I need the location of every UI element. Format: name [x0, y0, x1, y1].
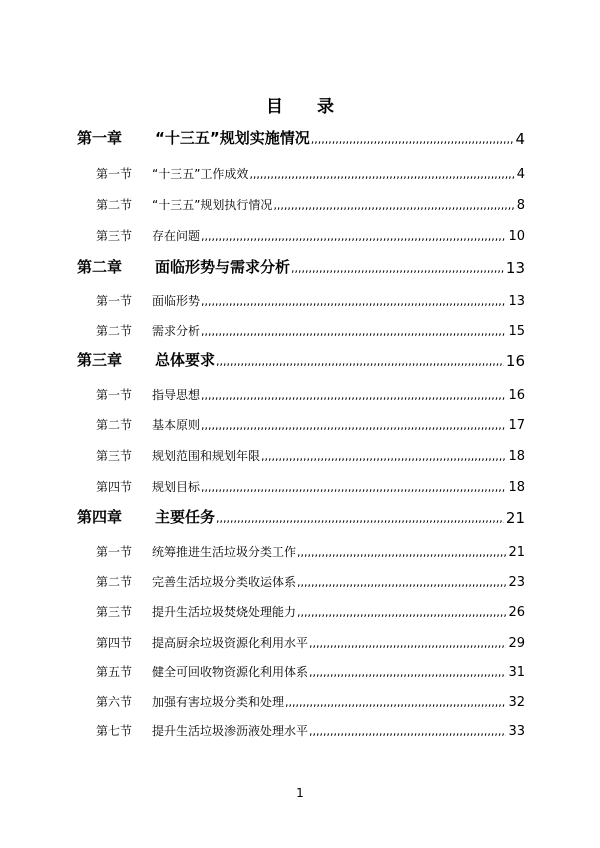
- toc-leader: [216, 353, 504, 370]
- toc-entry-title: 提高厨余垃圾资源化利用水平: [152, 636, 309, 650]
- toc-entry-label: [96, 573, 296, 590]
- toc-section-3-2[interactable]: [96, 409, 525, 433]
- toc-leader: [291, 260, 504, 277]
- toc-leader: [309, 666, 506, 680]
- toc-entry-title: 健全可回收物资源化利用体系: [152, 665, 309, 679]
- toc-leader: [285, 696, 506, 710]
- toc-entry-label: [96, 663, 308, 680]
- toc-entry-label: [96, 292, 200, 309]
- toc-entry-title: “十三五”规划执行情况: [152, 198, 273, 212]
- toc-page-number: 13: [508, 294, 525, 309]
- toc-entry-number: 第二节: [96, 198, 133, 212]
- toc-entry-label: [96, 386, 200, 403]
- toc-page-number: 4: [515, 130, 525, 148]
- toc-section-4-3[interactable]: [96, 596, 525, 620]
- toc-entry-number: 第三章: [77, 351, 123, 369]
- toc-section-4-7[interactable]: [96, 715, 525, 739]
- toc-entry-label: [77, 256, 290, 277]
- toc-section-1-3[interactable]: [96, 220, 525, 244]
- toc-entry-number: 第三节: [96, 605, 133, 619]
- toc-entry-title: 规划目标: [152, 480, 201, 494]
- toc-page-number: 23: [508, 575, 525, 590]
- toc-entry-title: 面临形势与需求分析: [155, 258, 291, 276]
- toc-leader: [297, 546, 506, 560]
- toc-entry-number: 第七节: [96, 724, 133, 738]
- toc-entry-title: 需求分析: [152, 324, 201, 338]
- toc-leader: [273, 199, 514, 213]
- toc-section-4-5[interactable]: [96, 656, 525, 680]
- toc-entry-title: 基本原则: [152, 418, 201, 432]
- toc-page-number: 21: [505, 509, 525, 527]
- toc-entry-label: [77, 506, 215, 527]
- toc-page-number: 16: [505, 352, 525, 370]
- toc-page-number: 29: [508, 636, 525, 651]
- toc-entry-label: [96, 196, 272, 213]
- toc-page-number: 18: [508, 480, 525, 495]
- toc-leader: [201, 481, 506, 495]
- toc-page-number: 15: [508, 324, 525, 339]
- toc-leader: [216, 510, 504, 527]
- toc-leader: [309, 725, 506, 739]
- toc-entry-number: 第四节: [96, 480, 133, 494]
- toc-entry-label: [96, 227, 200, 244]
- toc-entry-label: [96, 478, 200, 495]
- toc-section-2-1[interactable]: [96, 285, 525, 309]
- toc-page-number: 33: [508, 724, 525, 739]
- toc-entry-number: 第二节: [96, 324, 133, 338]
- toc-page-number: 13: [505, 259, 525, 277]
- toc-section-3-4[interactable]: [96, 471, 525, 495]
- toc-leader: [297, 576, 506, 590]
- toc-entry-label: [96, 722, 308, 739]
- toc-page-number: 10: [508, 229, 525, 244]
- toc-entry-title: “十三五”工作成效: [152, 167, 249, 181]
- toc-page-number: 32: [508, 695, 525, 710]
- toc-section-1-2[interactable]: [96, 189, 525, 213]
- toc-chapter-3[interactable]: [77, 346, 525, 370]
- toc-entry-number: 第一节: [96, 167, 133, 181]
- toc-leader: [309, 637, 506, 651]
- toc-leader: [261, 450, 506, 464]
- toc-entry-title: 指导思想: [152, 388, 201, 402]
- toc-page-number: 16: [508, 388, 525, 403]
- toc-section-3-1[interactable]: [96, 379, 525, 403]
- toc-entry-title: 面临形势: [152, 294, 201, 308]
- toc-page-number: 4: [516, 167, 525, 182]
- toc-page-number: 31: [508, 665, 525, 680]
- toc-entry-title: 统筹推进生活垃圾分类工作: [152, 545, 297, 559]
- toc-entry-title: 加强有害垃圾分类和处理: [152, 695, 285, 709]
- toc-entry-title: 提升生活垃圾焚烧处理能力: [152, 605, 297, 619]
- toc-entry-label: [96, 165, 248, 182]
- toc-entry-label: [77, 349, 215, 370]
- toc-entry-label: [96, 447, 260, 464]
- toc-entry-number: 第六节: [96, 695, 133, 709]
- toc-entry-title: 总体要求: [155, 351, 216, 369]
- toc-chapter-1[interactable]: [77, 124, 525, 148]
- toc-entry-title: “十三五”规划实施情况: [155, 129, 310, 147]
- toc-entry-label: [96, 322, 200, 339]
- toc-leader: [201, 419, 506, 433]
- toc-leader: [297, 606, 506, 620]
- toc-entry-number: 第二节: [96, 418, 133, 432]
- toc-entry-title: 规划范围和规划年限: [152, 449, 261, 463]
- toc-page-number: 26: [508, 605, 525, 620]
- page-title: 目 录: [266, 97, 348, 117]
- toc-entry-label: [96, 634, 308, 651]
- toc-leader: [201, 325, 506, 339]
- toc-section-4-1[interactable]: [96, 536, 525, 560]
- footer-page-number: 1: [296, 786, 304, 800]
- toc-entry-number: 第二节: [96, 575, 133, 589]
- toc-section-4-2[interactable]: [96, 566, 525, 590]
- toc-page-number: 8: [516, 198, 525, 213]
- toc-section-1-1[interactable]: [96, 158, 525, 182]
- toc-entry-label: [96, 543, 296, 560]
- toc-entry-title: 主要任务: [155, 508, 216, 526]
- toc-entry-number: 第三节: [96, 229, 133, 243]
- toc-entry-number: 第三节: [96, 449, 133, 463]
- toc-chapter-2[interactable]: [77, 253, 525, 277]
- toc-entry-number: 第四章: [77, 508, 123, 526]
- toc-leader: [201, 295, 506, 309]
- toc-entry-title: 存在问题: [152, 229, 201, 243]
- toc-entry-label: [77, 127, 310, 148]
- toc-entry-number: 第四节: [96, 636, 133, 650]
- toc-entry-number: 第一节: [96, 388, 133, 402]
- toc-section-4-4[interactable]: [96, 627, 525, 651]
- toc-entry-label: [96, 693, 284, 710]
- toc-section-4-6[interactable]: [96, 686, 525, 710]
- toc-page-number: 18: [508, 449, 525, 464]
- toc-entry-title: 提升生活垃圾渗沥液处理水平: [152, 724, 309, 738]
- toc-leader: [311, 131, 514, 148]
- toc-entry-number: 第二章: [77, 258, 123, 276]
- toc-entry-label: [96, 416, 200, 433]
- toc-entry-label: [96, 603, 296, 620]
- toc-entry-number: 第五节: [96, 665, 133, 679]
- toc-leader: [201, 389, 506, 403]
- toc-entry-number: 第一节: [96, 545, 133, 559]
- toc-page-number: 21: [508, 545, 525, 560]
- toc-section-3-3[interactable]: [96, 440, 525, 464]
- toc-entry-title: 完善生活垃圾分类收运体系: [152, 575, 297, 589]
- toc-leader: [249, 168, 514, 182]
- toc-entry-number: 第一节: [96, 294, 133, 308]
- toc-section-2-2[interactable]: [96, 315, 525, 339]
- toc-chapter-4[interactable]: [77, 503, 525, 527]
- toc-entry-number: 第一章: [77, 129, 123, 147]
- toc-page-number: 17: [508, 418, 525, 433]
- toc-leader: [201, 230, 506, 244]
